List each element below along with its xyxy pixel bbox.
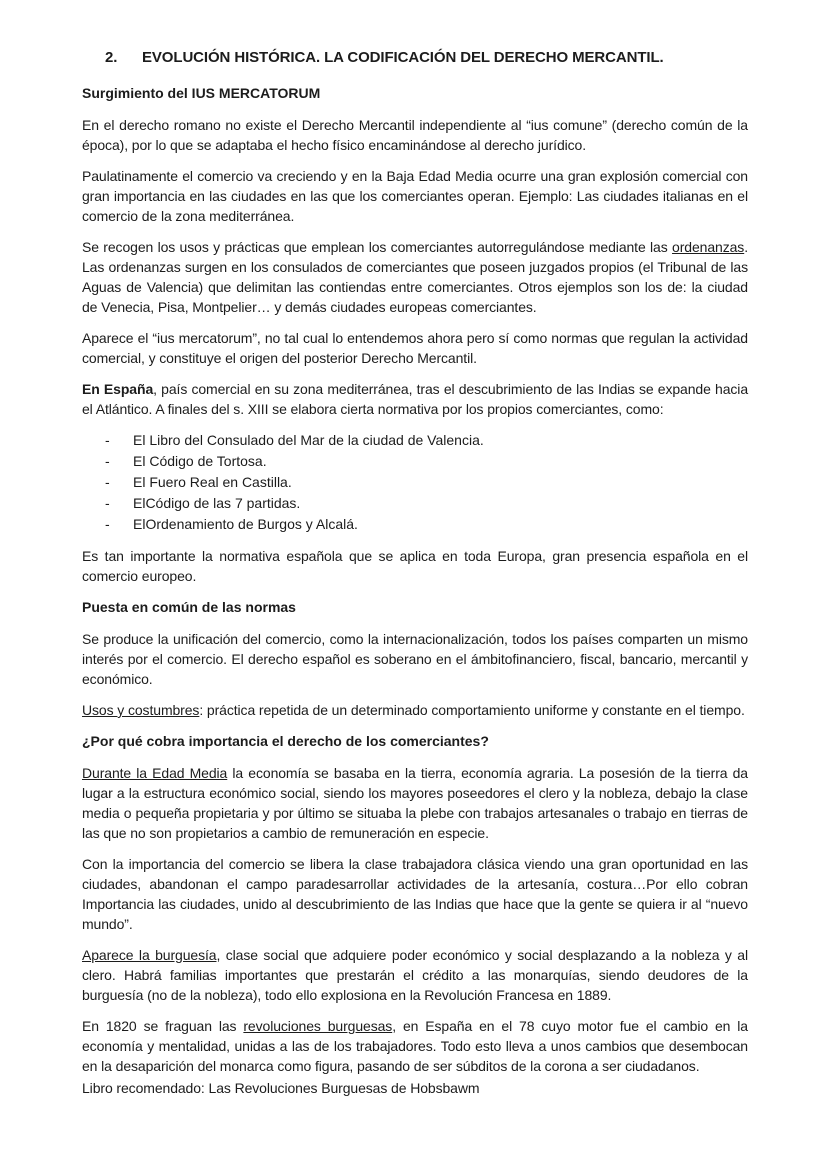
paragraph-revoluciones-burguesas [82,1016,748,1076]
bullet-list-normativa [82,430,748,535]
paragraph-ordenanzas [82,237,748,317]
bullet-marker: - [105,474,110,490]
paragraph-text: , país comercial en su zona mediterránea, tras el descubrimiento de las Indias se expande hacia el Atlántico. A finales del s. XIII se elabora cierta normativa por los propios comerciantes, como: [82,381,749,417]
bullet-marker: - [105,516,110,532]
paragraph-unificacion-comercio: Se produce la unificación del comercio, como la internacionalización, todos los países comparten un mismo interés por el comercio. El derecho español es soberano en el ámbitofinanciero, fiscal, bancario, mercantil y económico. [82,631,748,687]
paragraph-en-espana [82,379,748,419]
paragraph-text: En 1820 se fraguan las [82,1018,244,1034]
paragraph-text: , clase social que adquiere poder económico y social desplazando a la nobleza y al clero. Habrá familias importantes que prestarán el crédito a las monarquías, siendo deudores de la burguesía (no de la nobleza), todo ello explosiona en la Revolución Francesa en 1889. [82,947,748,1003]
list-item [82,430,748,451]
list-item [82,514,748,535]
list-item-text: El Código de Tortosa. [133,453,267,469]
bullet-marker: - [105,453,110,469]
list-item [82,493,748,514]
list-item [82,451,748,472]
paragraph-baja-edad-media: Paulatinamente el comercio va creciendo y en la Baja Edad Media ocurre una gran explosión comercial con gran importancia en las ciudades en las que los comerciantes operan. Ejemplo: Las ciudades italianas en el comercio de la zona mediterránea. [82,168,748,224]
heading-surgimiento-ius-mercatorum: Surgimiento del IUS MERCATORUM [82,85,321,101]
list-item-text: ElOrdenamiento de Burgos y Alcalá. [133,516,358,532]
bullet-marker: - [105,495,110,511]
list-item [82,472,748,493]
paragraph-text: la economía se basaba en la tierra, economía agraria. La posesión de la tierra da lugar a la estructura económico social, siendo los mayores poseedores el clero y la nobleza, debajo la clase media o pequeña propietaria y por último se situaba la plebe con trabajos artesanales o trabajo en tierras de las que no son propietarios a cambio de remuneración en especie. [82,765,748,841]
paragraph-ius-mercatorum: Aparece el “ius mercatorum”, no tal cual lo entendemos ahora pero sí como normas que regulan la actividad comercial, y constituye el origen del posterior Derecho Mercantil. [82,330,748,366]
paragraph-text: Se recogen los usos y prácticas que emplean los comerciantes autorregulándose mediante las [82,239,673,255]
paragraph-normativa-espanola: Es tan importante la normativa española que se aplica en toda Europa, gran presencia española en el comercio europeo. [82,548,748,584]
title-number: 2. [105,49,118,66]
underlined-term-aparece-burguesia: Aparece la burguesía [82,947,217,963]
underlined-term-durante-edad-media: Durante la Edad Media [82,765,228,781]
document-title [105,47,748,69]
underlined-term-revoluciones-burguesas: revoluciones burguesas [243,1018,393,1034]
list-item-text: ElCódigo de las 7 partidas. [133,495,301,511]
bold-term-en-espana: En España [82,381,154,397]
underlined-term-usos-costumbres: Usos y costumbres [82,702,200,718]
paragraph-text: , en España en el 78 cuyo motor fue el cambio en la economía y mentalidad, unidas a las de los trabajadores. Todo esto lleva a unos cambios que desembocan en la desaparición del monarca como figura, pasando de ser súbditos de la corona a ser ciudadanos. [82,1018,748,1074]
heading-puesta-en-comun: Puesta en común de las normas [82,599,296,615]
paragraph-text: : práctica repetida de un determinado comportamiento uniforme y constante en el tiempo. [199,702,745,718]
paragraph-importancia-comercio: Con la importancia del comercio se libera la clase trabajadora clásica viendo una gran oportunidad en las ciudades, abandonan el campo paradesarrollar actividades de la artesanía, costura…Por ello cobran Importancia las ciudades, unido al descubrimiento de las Indias que hace que la gente se quiera ir al “nuevo mundo”. [82,856,748,932]
bullet-marker: - [105,432,110,448]
paragraph-derecho-romano: En el derecho romano no existe el Derecho Mercantil independiente al “ius comune” (derecho común de la época), por lo que se adaptaba el hecho físico encaminándose al derecho jurídico. [82,117,748,153]
paragraph-usos-costumbres [82,700,748,720]
list-item-text: El Fuero Real en Castilla. [133,474,292,490]
paragraph-edad-media-economia [82,763,748,843]
underlined-term-ordenanzas: ordenanzas [672,239,745,255]
paragraph-burguesia [82,945,748,1005]
heading-por-que-cobra-importancia: ¿Por qué cobra importancia el derecho de los comerciantes? [82,733,489,749]
paragraph-libro-recomendado: Libro recomendado: Las Revoluciones Burguesas de Hobsbawm [82,1080,480,1096]
paragraph-text: . Las ordenanzas surgen en los consulados de comerciantes que poseen juzgados propios (el Tribunal de las Aguas de Valencia) que delimitan las contiendas entre comerciantes. Otros ejemplos son los de: la ciudad de Venecia, Pisa, Montpelier… y demás ciudades europeas comerciantes. [82,239,748,315]
list-item-text: El Libro del Consulado del Mar de la ciudad de Valencia. [133,432,484,448]
title-text: EVOLUCIÓN HISTÓRICA. LA CODIFICACIÓN DEL DERECHO MERCANTIL. [142,49,664,66]
